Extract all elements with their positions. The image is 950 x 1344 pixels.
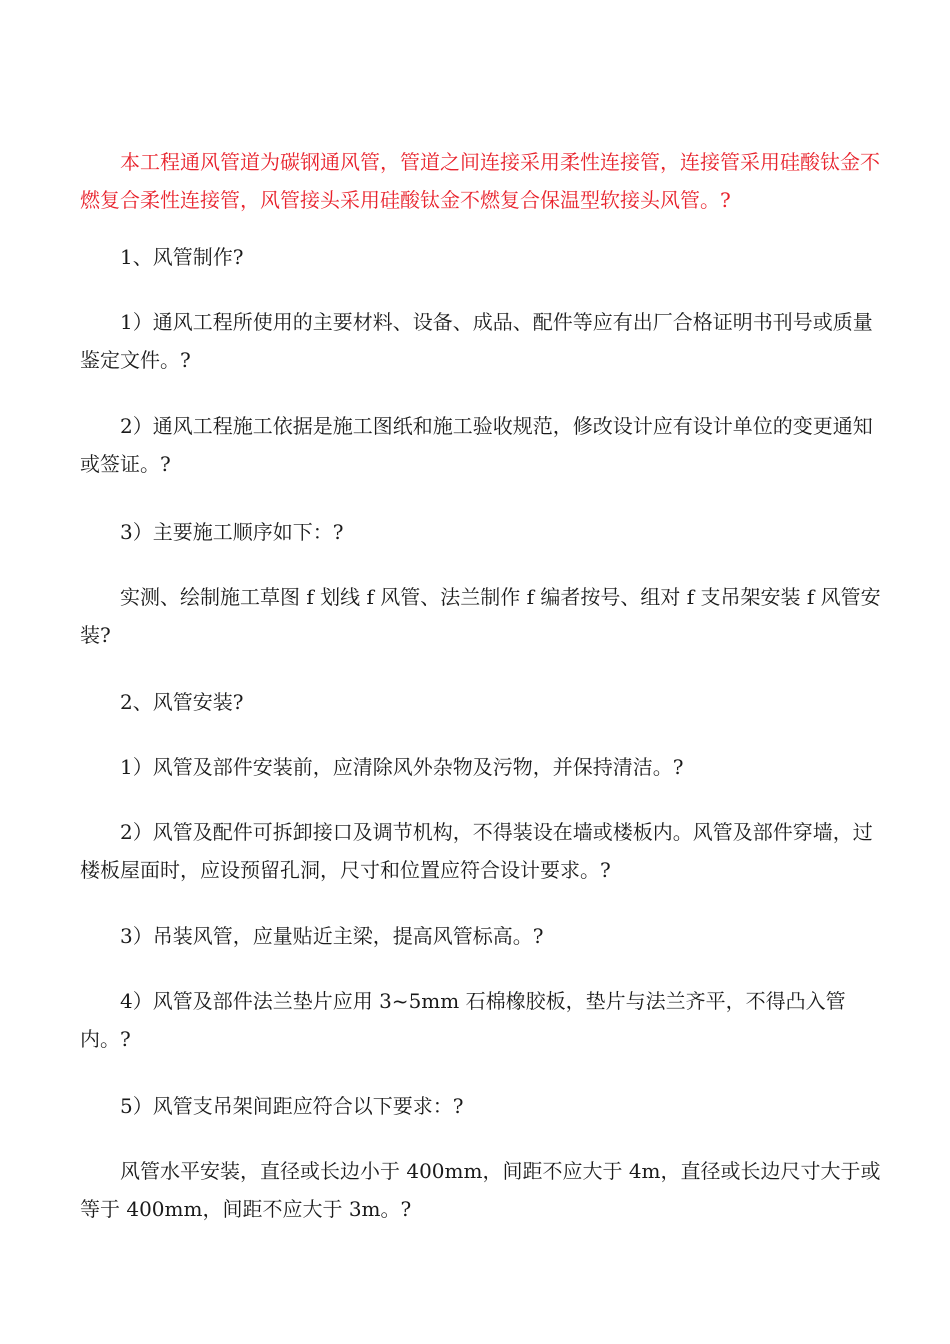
section-2-heading: 2、风管安装? <box>120 690 244 714</box>
section-1-item-2: 2）通风工程施工依据是施工图纸和施工验收规范，修改设计应有设计单位的变更通知或签证。? <box>80 414 873 476</box>
section-2-item-3: 3）吊装风管，应量贴近主梁，提高风管标高。? <box>120 924 544 948</box>
section-1-item-1: 1）通风工程所使用的主要材料、设备、成品、配件等应有出厂合格证明书刊号或质量鉴定文件。? <box>80 310 873 372</box>
section-2-spacing: 风管水平安装，直径或长边小于 400mm，间距不应大于 4m，直径或长边尺寸大于或等于 400mm，间距不应大于 3m。? <box>80 1159 881 1221</box>
section-2-item-1: 1）风管及部件安装前，应清除风外杂物及污物，并保持清洁。? <box>120 755 684 779</box>
section-1-item-3: 3）主要施工顺序如下：? <box>120 520 344 544</box>
section-2-item-4: 4）风管及部件法兰垫片应用 3~5mm 石棉橡胶板，垫片与法兰齐平，不得凸入管内。? <box>80 989 846 1051</box>
intro-paragraph: 本工程通风管道为碳钢通风管，管道之间连接采用柔性连接管，连接管采用硅酸钛金不燃复合柔性连接管，风管接头采用硅酸钛金不燃复合保温型软接头风管。? <box>80 150 880 212</box>
section-2-item-2: 2）风管及配件可拆卸接口及调节机构，不得装设在墙或楼板内。风管及部件穿墙，过楼板屋面时，应设预留孔洞，尺寸和位置应符合设计要求。? <box>80 820 873 882</box>
section-1-heading: 1、风管制作? <box>120 245 244 269</box>
section-1-sequence: 实测、绘制施工草图 f 划线 f 风管、法兰制作 f 编者按号、组对 f 支吊架安装 f 风管安装? <box>80 585 881 647</box>
section-2-item-5: 5）风管支吊架间距应符合以下要求：? <box>120 1094 464 1118</box>
